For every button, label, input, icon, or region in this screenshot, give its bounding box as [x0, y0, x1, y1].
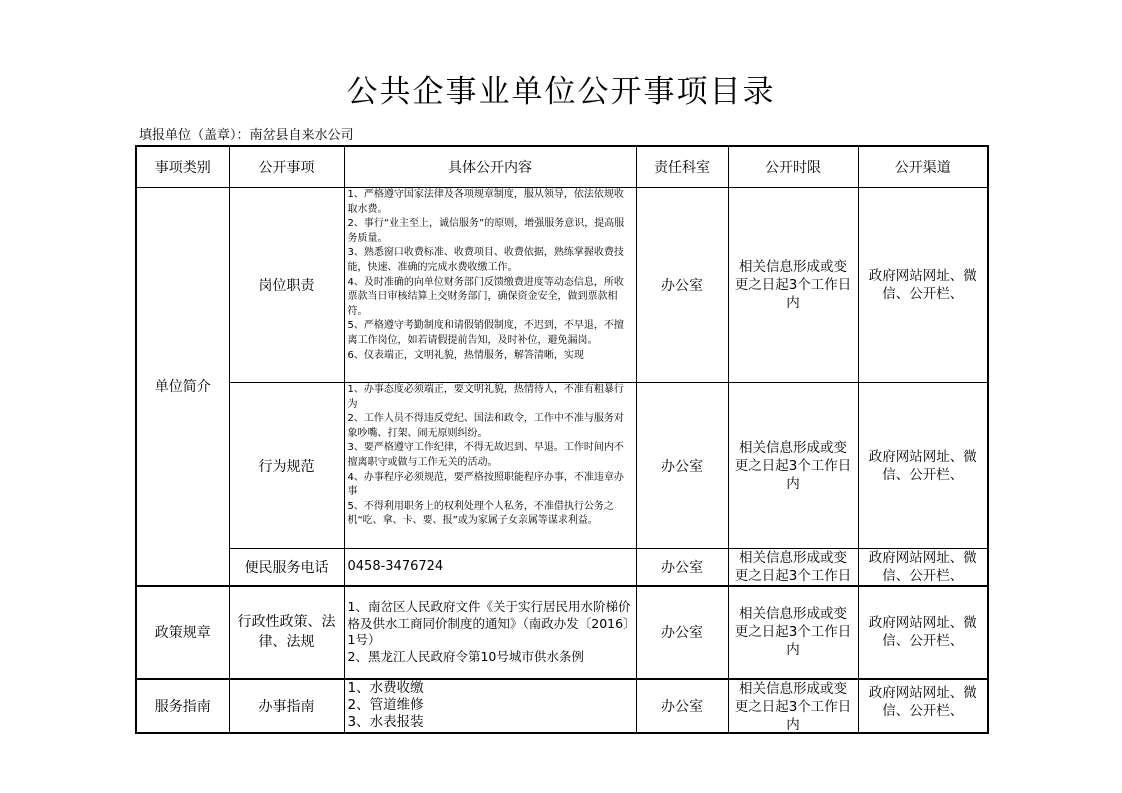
- header-item: 公开事项: [229, 146, 344, 188]
- time-policy: 相关信息形成或变更之日起3个工作日内: [728, 586, 858, 679]
- channel-policy: 政府网站网址、微信、公开栏、: [858, 586, 988, 679]
- item-guide: 办事指南: [229, 679, 344, 733]
- header-channel: 公开渠道: [858, 146, 988, 188]
- channel-phone: 政府网站网址、微信、公开栏、: [858, 549, 988, 586]
- item-policy: 行政性政策、法律、法规: [229, 586, 344, 679]
- content-policy: 1、南岔区人民政府文件《关于实行居民用水阶梯价格及供水工商同价制度的通知》（南政办发〔2016〕1号） 2、黑龙江人民政府令第10号城市供水条例: [344, 586, 636, 679]
- table-row-phone: [136, 549, 988, 586]
- item-conduct: 行为规范: [229, 383, 344, 549]
- item-duty: 岗位职责: [229, 188, 344, 383]
- page-title: 公共企事业单位公开事项目录: [346, 74, 776, 110]
- category-unit: 单位简介: [136, 188, 229, 586]
- channel-conduct: 政府网站网址、微信、公开栏、: [858, 383, 988, 549]
- filler-value: 南岔县自来水公司: [249, 128, 354, 143]
- filler-label: 填报单位（盖章）：: [139, 128, 250, 143]
- dept-phone: 办公室: [636, 549, 728, 586]
- time-duty: 相关信息形成或变更之日起3个工作日内: [728, 188, 858, 383]
- filler-unit: [139, 124, 354, 143]
- table-row-guide: [136, 679, 988, 733]
- table-row-conduct: [136, 383, 988, 549]
- time-guide: 相关信息形成或变更之日起3个工作日内: [728, 679, 858, 733]
- channel-guide: 政府网站网址、微信、公开栏、: [858, 679, 988, 733]
- category-policy: 政策规章: [136, 586, 229, 679]
- time-conduct: 相关信息形成或变更之日起3个工作日内: [728, 383, 858, 549]
- dept-policy: 办公室: [636, 586, 728, 679]
- content-phone: 0458-3476724: [344, 549, 636, 586]
- time-phone: 相关信息形成或变更之日起3个工作日: [728, 549, 858, 586]
- table-row-policy: [136, 586, 988, 679]
- header-category: 事项类别: [136, 146, 229, 188]
- content-duty: 1、严格遵守国家法律及各项规章制度，服从领导，依法依规收取水费。 2、事行“业主至上，诚信服务”的原则，增强服务意识，提高服务质量。 3、熟悉窗口收费标准、收费项目、收费依据，熟练掌握收费技能，快速、准确的完成水费收缴工作。 4、及时准确的向单位财务部门反馈缴费进度等动态信息，所收票款当日审核结算上交财务部门，确保资金安全，做到票款相符。 5、严格遵守考勤制度和请假销假制度，不迟到，不早退，不擅离工作岗位，如若请假提前告知，及时补位，避免漏岗。 6、仪表端正，文明礼貌，热情服务，解答清晰，实现: [344, 188, 636, 383]
- dept-duty: 办公室: [636, 188, 728, 383]
- channel-duty: 政府网站网址、微信、公开栏、: [858, 188, 988, 383]
- dept-conduct: 办公室: [636, 383, 728, 549]
- item-phone: 便民服务电话: [229, 549, 344, 586]
- header-dept: 责任科室: [636, 146, 728, 188]
- header-content: 具体公开内容: [344, 146, 636, 188]
- category-guide: 服务指南: [136, 679, 229, 733]
- table-row-duty: [136, 188, 988, 383]
- disclosure-table: [135, 145, 989, 734]
- header-row: [136, 146, 988, 188]
- dept-guide: 办公室: [636, 679, 728, 733]
- content-conduct: 1、办事态度必须端正，要文明礼貌，热情待人，不准有粗暴行为 2、工作人员不得违反党纪、国法和政令，工作中不准与服务对象吵嘴、打架、闹无原则纠纷。 3、要严格遵守工作纪律，不得无故迟到、早退。工作时间内不擅离职守或做与工作无关的活动。 4、办事程序必须规范，要严格按照职能程序办事，不准违章办事 5、不得利用职务上的权利处理个人私务，不准借执行公务之机“吃、拿、卡、要、报”或为家属子女亲属等谋求利益。: [344, 383, 636, 549]
- header-time: 公开时限: [728, 146, 858, 188]
- content-guide: 1、水费收缴 2、管道维修 3、水表报装: [344, 679, 636, 733]
